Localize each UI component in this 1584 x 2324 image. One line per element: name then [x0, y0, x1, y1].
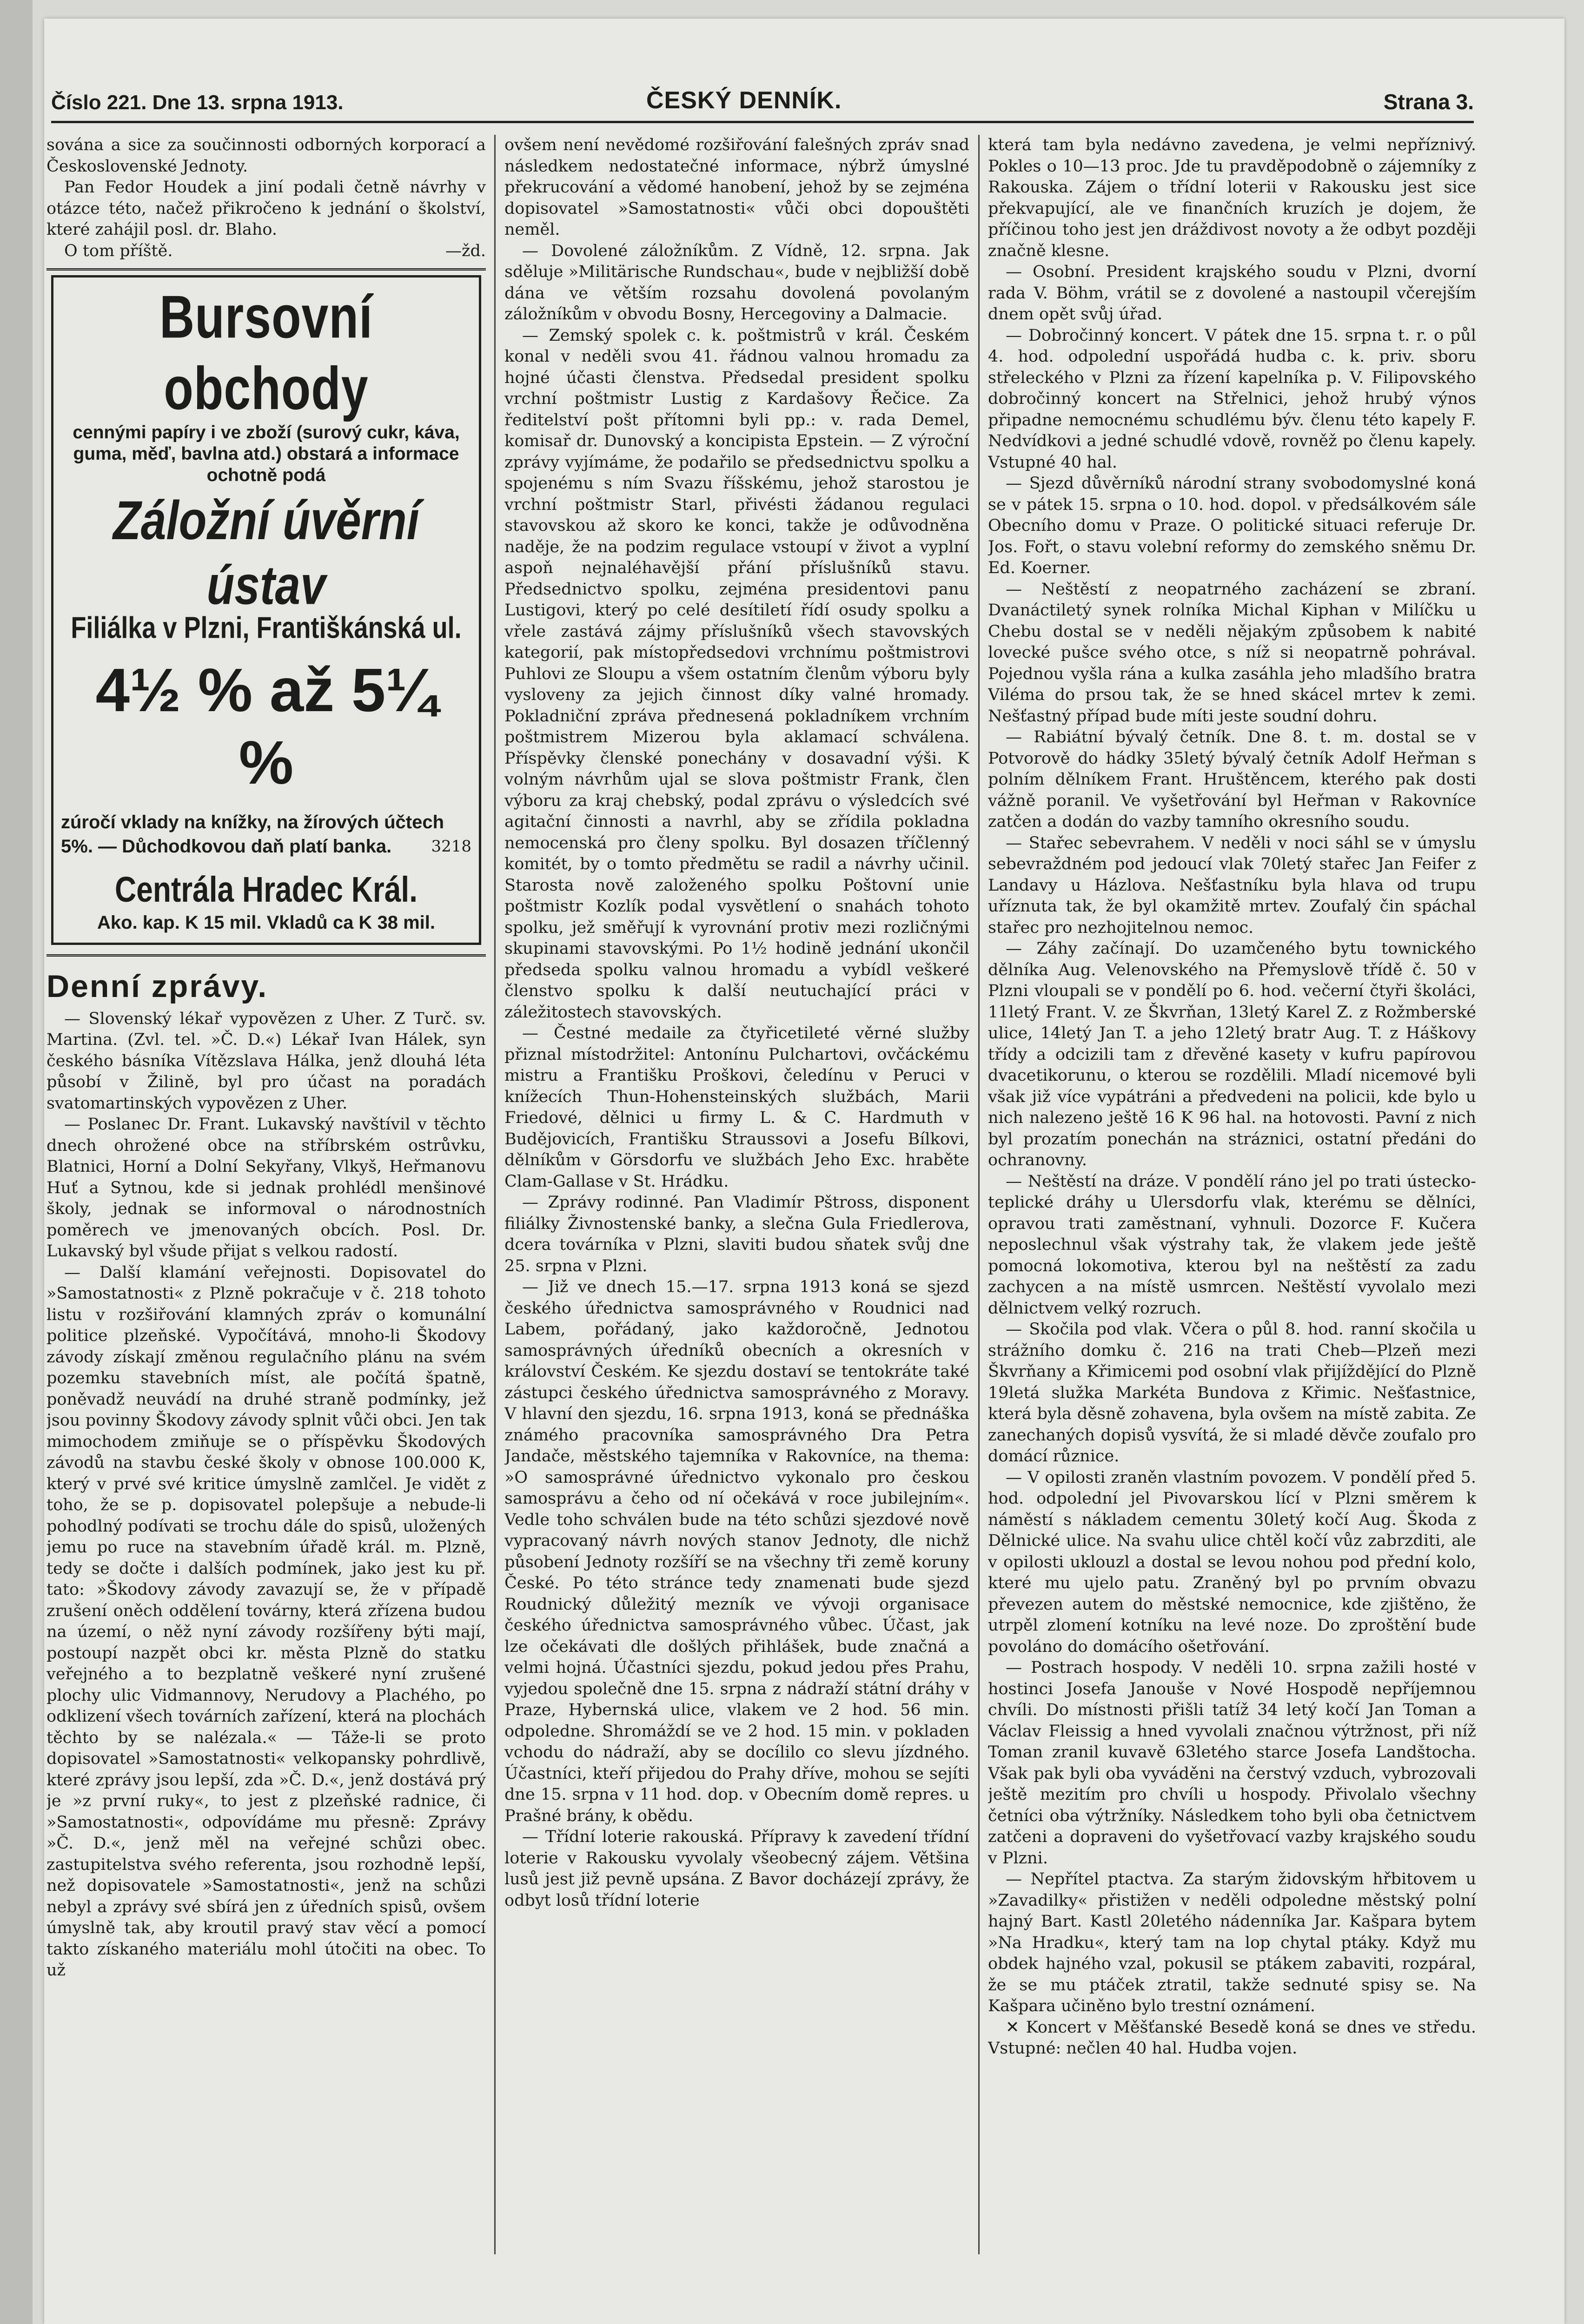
news-item: — Dobročinný koncert. V pátek dne 15. srpna t. r. o půl 4. hod. odpolední uspořádá hudba c. k. priv. sboru střeleckého v Plzni za řízení kapelníka p. V. Filipovského dobročinný koncert na Střelnici, jehož hrubý výnos připadne nemocnému schudlému býv. členu této kapely F. Nedvídkovi a jedné schudlé vdově, rovněž po členu kapely. Vstupné 40 hal.: [988, 326, 1476, 472]
news-item: — Již ve dnech 15.—17. srpna 1913 koná se sjezd českého úřednictva samosprávného v Roudnici nad Labem, pořádaný, jako každoročně, Jednotou samosprávných úředníků obecních a okresních v království Českém. Ke sjezdu dostaví se tentokráte také zástupci českého úřednictva samosprávného z Moravy. V hlavní den sjezdu, 16. srpna 1913, koná se přednáška známého pracovníka samosprávného Dra Petra Jandače, městského tajemníka v Rakovníce, na thema: »O samosprávné úřednictvo vykonalo pro českou samosprávu a čeho od ní očekává v roce jubilejním«. Vedle toho schválen bude na této schůzi sjezdové nově vypracovaný návrh nových stanov Jednoty, dle nichž působení Jednoty rozšíří se na všechny tři země koruny České. Po této stránce tedy znamenati bude sjezd Roudnický důležitý mezník ve vývoji organisace českého úřednictva samosprávného vůbec. Účast, jak lze očekávati dle došlých přihlášek, bude značná a velmi hojná. Účastníci sjezdu, pokud jedou přes Prahu, vyjedou společně dne 15. srpna z nádraží státní dráhy v Praze, Hybernská ulice, vlakem ve 2 hod. 56 min. odpoledne. Shromáždí se ve 2 hod. 15 min. v pokladen vchodu do nádraží, aby se docílilo co slevu jízdného. Účastníci, kteří přijedou do Prahy dříve, mohou se sejíti dne 15. srpna v 11 hod. dop. v Obecním domě repres. u Prašné brány, k obědu.: [504, 1278, 969, 1825]
article-signature: [46, 241, 486, 262]
news-item: — Postrach hospody. V neděli 10. srpna zažili hosté v hostinci Josefa Janouše v Nové Hospodě nepříjemnou chvíli. Do místnosti přišli tatíž 34 letý kočí Jan Toman a Václav Fleissig a hned vyvolali značnou výtržnost, při níž Toman zranil kuvavě 63letého starce Josefa Landštocha. Však pak byli oba vyváděni na čerstvý vzduch, vybrozovali ještě mezitím pro chvíli u hospody. Přivolalo všechny četníci oba výtržníky. Následkem toho byli oba četnictvem zatčeni a dopraveni do vyšetřovací vazby krajského soudu v Plzni.: [988, 1658, 1476, 1868]
column-2: [504, 135, 969, 2273]
news-item: ✕ Koncert v Měšťanské Besedě koná se dnes ve středu. Vstupné: nečlen 40 hal. Hudba vojen.: [988, 2018, 1476, 2058]
news-item: — Záhy začínají. Do uzamčeného bytu townického dělníka Aug. Velenovského na Přemyslově třídě č. 50 v Plzni vloupali se v pondělí po 6. hod. večerní čtyři školáci, 11letý Frant. V. ze Škvrňan, 13letý Karel Z. z Rožmberské ulice, 14letý Jan T. a jeho 12letý bratr Aug. T. z Háškovy třídy a odcizili tam z dřevěné kasety v kufru papírovou dvacetikorunu, o kterou se rozdělili. Mladí nicemové byli však již více vypátráni a předvedeni na policii, kde bylo u nich nalezeno ještě 16 K 96 hal. na hotovosti. Pavní z nich byl prozatím ponechán na stráznici, ostatní předáni do ochranovny.: [988, 939, 1476, 1169]
ad-capital: Ako. kap. K 15 mil. Vkladů ca K 38 mil.: [97, 912, 435, 933]
news-item: — V opilosti zraněn vlastním povozem. V pondělí před 5. hod. odpolední jel Pivovarskou lící v Plzni směrem k náměstí s nákladem cementu 30letý kočí Aug. Škoda z Dělnické ulice. Na svahu ulice chtěl kočí vůz zabrzditi, ale v opilosti uklouzl a dostal se levou nohou pod přední kolo, které mu ujelo patu. Zraněný byl po prvním obvazu převezen autem do městské nemocnice, kde zjištěno, že utrpěl zlomení kotníku na levé noze. Do zproštění bude povoláno do domácího ošetřování.: [988, 1468, 1476, 1656]
issue-date: Číslo 221. Dne 13. srpna 1913.: [51, 91, 344, 114]
ad-subtitle: cennými papíry i ve zboží (surový cukr, káva, guma, měď, bavlna atd.) obstará a informace ochotně podá: [73, 423, 460, 486]
column-3: [988, 135, 1476, 2273]
author-mark: —žd.: [445, 241, 486, 260]
ad-interest-rates: 4½ % až 5¼ %: [95, 656, 437, 797]
page-header: [51, 70, 1474, 123]
ad-body: [61, 810, 471, 858]
news-item: — Neštěstí na dráze. V pondělí ráno jel po trati ústecko-teplické dráhy u Ulersdorfu vlak, kterému se dělníci, opravou trati zaměstnaní, vyhnuli. Dozorce F. Kučera neposlechnul však výstrahy tak, že vlakem jede ještě pomocná lokomotiva, kterou byl na neštěstí za zadu zachycen a na místě usmrcen. Neštěstí vyvolalo mezi dělnictvem velký rozruch.: [988, 1172, 1476, 1318]
news-item: — Čestné medaile za čtyřicetileté věrné služby přiznal místodržitel: Antonínu Pulchartovi, ovčáckému mistru a Františku Proškovi, čeledínu v Peruci v knížecích Thun-Hohensteinských službách, Marii Friedové, dělnici u firmy L. & C. Hardmuth v Budějovicích, Františku Straussovi a Josefu Bílkovi, dělníkům v Görsdorfu ve službách Jeho Exc. hraběte Clam-Gallase v St. Hrádku.: [504, 1024, 969, 1191]
news-item: která tam byla nedávno zavedena, je velmi nepříznivý. Pokles o 10—13 proc. Jde tu pravděpodobně o zájemníky z Rakouska. Zájem o třídní loterii v Rakousku jest sice překvapující, ale ve finančních kruzích je dojem, že příčinou toho jest jen dráždivost novoty a že odbyt později značně klesne.: [988, 136, 1476, 260]
divider: [46, 268, 486, 271]
news-item: — Další klamání veřejnosti. Dopisovatel do »Samostatnosti« z Plzně pokračuje v č. 218 tohoto listu v rozšiřování klamných zpráv o komunální politice plzeňské. Vypočítává, mnoho-li Škodovy závody získají změnou regulačního plánu na svém pozemku stavebních míst, ale počítá špatně, poněvadž neuvádí na druhé straně podmínky, jež jsou povinny Škodovy závody splnit vůči obci. Jen tak mimochodem zmiňuje se o příspěvku Škodových závodů na stavbu české školy v obnose 100.000 K, který v prvé své kritice úmyslně zamlčel. Je vidět z toho, že se p. dopisovatel polepšuje a nebude-li pohodlný podívati se trochu dále do spisů, uložených jemu po ruce na stavebním úřadě král. m. Plzně, tedy se dočte i dalších podmínek, jako jest ku př. tato: »Škodovy závody zavazují se, že v případě zrušení oněch oddělení továrny, která zřízena budou na území, o něž nyní závody rozšířeny býti mají, postoupí nazpět obci kr. města Plzně do statku veřejného a to bezplatně veškeré nyní zrušené plochy ulic Vidmannovy, Nerudovy a Plachého, po odklizení všech továrních zařízení, která na plochách těchto by se nalézala.« — Táže-li se proto dopisovatel »Samostatnosti« velkopansky pohrdlivě, které zprávy jsou lepší, zda »Č. D.«, jenž dostává prý je »z první ruky«, to jest z plzeňské radnice, či »Samostatnosti«, odpovídáme mu přesně: Zprávy »Č. D.«, jenž měl na veřejné schůzi obec. zastupitelstva svého referenta, jsou rozhodně lepší, než dopisovatele »Samostatnosti«, jenž na schůzi nebyl a zprávy své sbírá jen z úředních spisů, ovšem úmyslně tak, aby kroutil pravý stav věcí a pomocí takto získaného materiálu mohl útočiti na obec. To už: [46, 1263, 486, 1980]
news-item: — Slovenský lékař vypovězen z Uher. Z Turč. sv. Martina. (Zvl. tel. »Č. D.«) Lékař Ivan Hálek, syn českého básníka Vítězslava Hálka, jenž dlouhá léta působí v Žilině, byl pro účast na poradách svatomartinských vypovězen z Uher.: [46, 1009, 486, 1113]
article-text: O tom příště.: [64, 241, 173, 260]
article-text: Pan Fedor Houdek a jiní podali četně návrhy v otázce této, načež přikročeno k jednání o školství, které zahájil posl. dr. Blaho.: [46, 178, 486, 239]
article-text: sována a sice za součinnosti odborných korporací a Československé Jednoty.: [46, 136, 486, 176]
ad-code: 3218: [431, 837, 471, 856]
news-item: — Neštěstí z neopatrného zacházení se zbraní. Dvanáctiletý synek rolníka Michal Kiphan v Milíčku u Chebu dostal se v neděli nějakým způsobem k nabité lovecké pušce svého otce, s níž si neopatrně pohrával. Pojednou vyšla rána a kulka zasáhla jeho mladšího bratra Viléma do prsou tak, že se hned skácel mrtev k zemi. Nešťastný případ bude míti jeste soudní dohru.: [988, 580, 1476, 726]
news-item: — Skočila pod vlak. Včera o půl 8. hod. ranní skočila u strážního domku č. 216 na trati Cheb—Plzeň mezi Škvrňany a Křimicemi pod osobní vlak přijíždějící do Plzně 19letá služka Markéta Bundova z Křimic. Nešťastnice, která byla děsně zohavena, byla ovšem na místě zabita. Ze zanechaných dopisů vysvítá, že si mladé děvče zoufalo pro domácí různice.: [988, 1320, 1476, 1466]
page-edge: [0, 0, 33, 2324]
page-number: Strana 3.: [1383, 90, 1474, 114]
ad-headquarters: Centrála Hradec Král.: [115, 869, 418, 910]
news-item: ovšem není nevědomé rozšiřování falešných zpráv snad následkem nedostatečné informace, nýbrž úmyslné překrucování a vědomé hanobení, jehož by se zejména dopisovatel »Samostatnosti« vůči obci dopouštěti neměl.: [504, 136, 969, 239]
news-item: — Zprávy rodinné. Pan Vladimír Pštross, disponent filiálky Živnostenské banky, a slečna Gula Friedlerova, dcera továrníka v Plzni, slaviti budou sňatek svůj dne 25. srpna v Plzni.: [504, 1193, 969, 1275]
news-item: — Nepřítel ptactva. Za starým židovským hřbitovem u »Zavadilky« přistižen v neděli odpoledne městský polní hajný Bart. Kastl 20letého nádenníka Jar. Kašpara bytem »Na Hradku«, který tam na lop chytal ptáky. Když mu obdek hajného vzal, pokusil se ptákem zabaviti, rozpáral, že se mu ptáček ztratil, takže sednuté spisy se. Na Kašpara učiněno bylo trestní oznámení.: [988, 1870, 1476, 2015]
newspaper-title: ČESKÝ DENNÍK.: [646, 87, 842, 114]
news-item: — Stařec sebevrahem. V neděli v noci sáhl se v úmyslu sebevraždném pod jedoucí vlak 70letý stařec Jan Feifer z Landavy u Házlova. Nešťastníku byla hlava od trupu uříznuta tak, že byl okamžitě mrtev. Zoufalý čin spáchal stařec pro nezhojitelnou nemoc.: [988, 833, 1476, 937]
divider: [46, 954, 486, 957]
news-item: — Třídní loterie rakouská. Přípravy k zavedení třídní loterie v Rakousku vyvolaly všeobecný zájem. Většina lusů jest již pevně upsána. Z Bavor docházejí zprávy, že odbyt losů třídní loterie: [504, 1828, 969, 1910]
column-1: [46, 135, 486, 2273]
news-item: — Zemský spolek c. k. poštmistrů v král. Českém konal v neděli svou 41. řádnou valnou hromadu za hojné účasti členstva. Předsedal president spolku vrchní poštmistr Lustig z Kardašovy Řečice. Za ředitelství pošt přítomni byli pp.: v. rada Demel, komisař dr. Dunovský a koncipista Epstein. — Z výroční zprávy vyjímáme, že podařilo se předsednictvu spolku a spojenému s ním Svazu říšskému, jehož starostou je vrchní poštmistr Starl, přivésti žádanou regulaci stavovskou až skoro ke konci, takže je odůvodněna naděje, že na podzim regulace vstoupí v život a vyplní aspoň nejnaléhavější přání příslušníků stavu. Předsednictvo spolku, zejména presidentovi panu Lustigovi, který po celé desítiletí řídí osudy spolku a vřele zastává zájmy příslušníků všech stavovských kategorií, pak místopředsedovi vrchnímu poštmistrovi Puhlovi ze Sloupu a všem ostatním členům výboru byly vysloveny za jejich činnost díky valné hromady. Pokladniční zpráva přednesená pokladníkem vrchním poštmistrem Mizerou byla aklamací schválena. Příspěvky členské ponechány v dosavadní výši. K volným návrhům ujal se slova poštmistr Frank, člen výboru za kraj chebský, podal zprávu o výsledcích své agitační činnosti a navrhl, aby se zřídila pokladna nemocenská pro členy spolku. Byl dosazen tříčlenný komitét, by o tomto předmětu se radil a návrhy učinil. Starosta nově založeného spolku Poštovní unie poštmistr Kozlík podal vysvětlení o snahách tohoto spolku, jež směřují k vyrovnání protiv mezi rozličnými skupinami stavovskými. Po 1½ hodině jednání ukončil předseda spolku valnou hromadu a vybídl veškeré členstvo spolku k další neutuchající práci v záležitostech stavovských.: [504, 326, 969, 1022]
advertisement: [51, 275, 481, 945]
ad-title: Bursovní obchody: [159, 284, 373, 423]
column-divider: [494, 135, 496, 2254]
news-item: — Poslanec Dr. Frant. Lukavský navštívil v těchto dnech ohrožené obce na stříbrském ostrůvku, Blatnici, Horní a Dolní Sekyřany, Vlkyš, Heřmanovu Huť a Sytnou, kde si jednak prohlédl menšinové školy, jednak se informoval o národnostních poměrech ve jmenovaných obcích. Posl. Dr. Lukavský byl všude přijat s velkou radostí.: [46, 1115, 486, 1261]
news-item: — Osobní. President krajského soudu v Plzni, dvorní rada V. Böhm, vrátil se z dovolené a nastoupil včerejším dnem opět svůj úřad.: [988, 263, 1476, 324]
ad-institution: Záložní úvěrní ústav: [113, 489, 419, 616]
news-item: — Rabiátní bývalý četník. Dne 8. t. m. dostal se v Potvorově do hádky 35letý bývalý četník Adolf Heřman s polním dělníkem Frant. Hruštěncem, kterého pak dosti vážně poranil. Ve vyšetřování byl Heřman v Rakovníce zatčen a dodán do vazby tamního okresního soudu.: [988, 728, 1476, 831]
news-item: — Dovolené záložníkům. Z Vídně, 12. srpna. Jak sděluje »Militärische Rundschau«, bude v nejbližší době dána ve větším rozsahu dovolená povolaným záložníkům v obvodu Bosny, Hercegoviny a Dalmacie.: [504, 241, 969, 324]
column-divider: [978, 135, 980, 2254]
ad-body-text: zúročí vklady na knížky, na žírových účtech 5%. — Důchodkovou daň platí banka.: [61, 812, 444, 857]
section-title: Denní zprávy.: [46, 968, 268, 1004]
ad-branch: Filiálka v Plzni, Františkánská ul.: [71, 611, 462, 645]
news-item: — Sjezd důvěrníků národní strany svobodomyslné koná se v pátek 15. srpna o 10. hod. dopol. v předsálkovém sále Obecního domu v Praze. O politické situaci referuje Dr. Jos. Fořt, o stavu volební reformy do zemského sněmu Dr. Ed. Koerner.: [988, 474, 1476, 577]
